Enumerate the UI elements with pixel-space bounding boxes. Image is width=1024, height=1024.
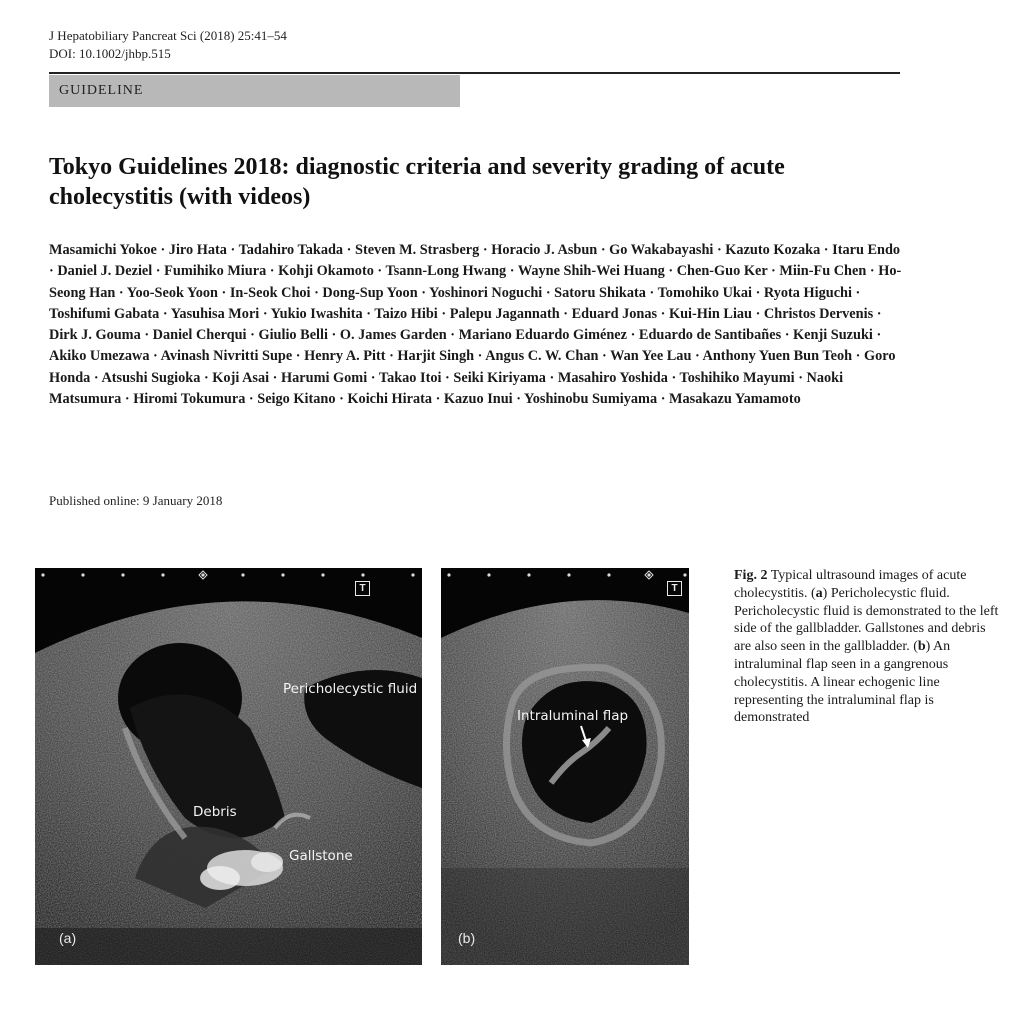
caption-b-text: ) An intraluminal flap seen in a gangrenous cholecystitis. A linear echogenic line representing the intraluminal flap is demonstrated <box>734 639 951 726</box>
ultrasound-graphic-a <box>35 568 422 965</box>
scale-dots-b <box>447 571 686 579</box>
ultrasound-image-b <box>441 568 689 965</box>
probe-marker-icon: T <box>355 581 370 596</box>
ultrasound-graphic-b <box>441 568 689 965</box>
caption-fig-label: Fig. 2 <box>734 568 768 583</box>
article-title: Tokyo Guidelines 2018: diagnostic criteria and severity grading of acute cholecystitis (with videos) <box>49 154 785 210</box>
label-pericholecystic-fluid: Pericholecystic fluid <box>283 681 418 697</box>
probe-marker-icon: T <box>667 581 682 596</box>
published-date: Published online: 9 January 2018 <box>49 493 223 508</box>
label-gallstone: Gallstone <box>289 848 353 864</box>
label-debris: Debris <box>193 804 237 820</box>
caption-b-letter: b <box>917 639 926 655</box>
header-rule <box>49 72 900 74</box>
category-bar: GUIDELINE <box>49 75 460 107</box>
journal-citation: J Hepatobiliary Pancreat Sci (2018) 25:41–54 <box>49 28 287 43</box>
caption-a-letter: a <box>815 585 823 601</box>
journal-doi[interactable]: DOI: 10.1002/jhbp.515 <box>49 46 171 61</box>
panel-letter-a: (a) <box>59 930 77 946</box>
ultrasound-image-a <box>35 568 422 965</box>
scale-dots-a <box>41 571 414 579</box>
caption-a-text: ) Pericholecystic fluid. Pericholecystic fluid is demonstrated to the left side of the gallbladder. Gallstones and debris are also seen in the gallbladder. ( <box>734 585 999 655</box>
panel-letter-b: (b) <box>458 930 476 946</box>
caption-intro: Typical ultrasound images of acute cholecystitis. ( <box>734 568 967 601</box>
author-list: Masamichi Yokoe · Jiro Hata · Tadahiro Takada · Steven M. Strasberg · Horacio J. Asbun · Go Wakabayashi · Kazuto Kozaka · Itaru Endo · Daniel J. Deziel · Fumihiko Miura · Kohji Okamoto · Tsann-Long Hwang · Wayne Shih-Wei Huang · Chen-Guo Ker · Miin-Fu Chen · Ho-Seong Han · Yoo-Seok Yoon · In-Seok Choi · Dong-Sup Yoon · Yoshinori Noguchi · Satoru Shikata · Tomohiko Ukai · Ryota Higuchi · Toshifumi Gabata · Yasuhisa Mori · Yukio Iwashita · Taizo Hibi · Palepu Jagannath · Eduard Jonas · Kui-Hin Liau · Christos Dervenis · Dirk J. Gouma · Daniel Cherqui · Giulio Belli · O. James Garden · Mariano Eduardo Giménez · Eduardo de Santibañes · Kenji Suzuki · Akiko Umezawa · Avinash Nivritti Supe · Henry A. Pitt · Harjit Singh · Angus C. W. Chan · Wan Yee Lau · Anthony Yuen Bun Teoh · Goro Honda · Atsushi Sugioka · Koji Asai · Harumi Gomi · Takao Itoi · Seiki Kiriyama · Masahiro Yoshida · Toshihiko Mayumi · Naoki Matsumura · Hiromi Tokumura · Seigo Kitano · Koichi Hirata · Kazuo Inui · Yoshinobu Sumiyama · Masakazu Yamamoto <box>49 242 902 408</box>
label-intraluminal-flap: Intraluminal flap <box>517 708 629 724</box>
figure-caption <box>734 567 1004 727</box>
